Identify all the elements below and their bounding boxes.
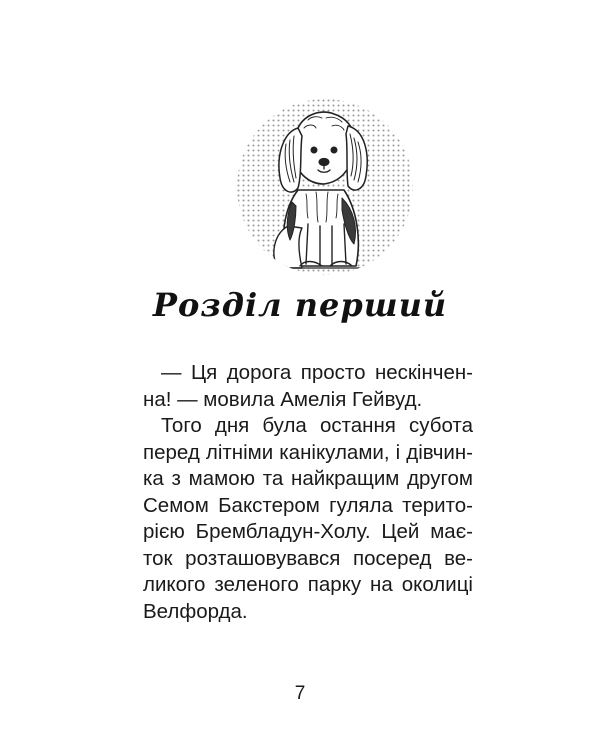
puppy-illustration: [236, 98, 414, 276]
text-line: Того дня була остання субота: [161, 414, 473, 437]
text-line: — Ця дорога просто нескінчен-: [161, 361, 473, 384]
chapter-title: Розділ перший: [152, 286, 448, 324]
text-line: ликого зеленого парку на околиці: [143, 573, 473, 596]
text-line: перед літніми канікулами, і дівчин-: [143, 440, 473, 464]
text-line: рією Брембладун-Холу. Цей має-: [143, 520, 473, 543]
chapter-body: [143, 360, 473, 625]
page-number: 7: [294, 683, 306, 704]
text-line: ка з мамою та найкращим другом: [143, 467, 473, 490]
text-line: ток розташовувався посеред ве-: [143, 546, 473, 570]
text-line: Велфорда.: [143, 599, 248, 623]
text-line: на! — мовила Амелія Гейвуд.: [143, 387, 423, 411]
text-line: Семом Бакстером гуляла терито-: [143, 493, 473, 517]
